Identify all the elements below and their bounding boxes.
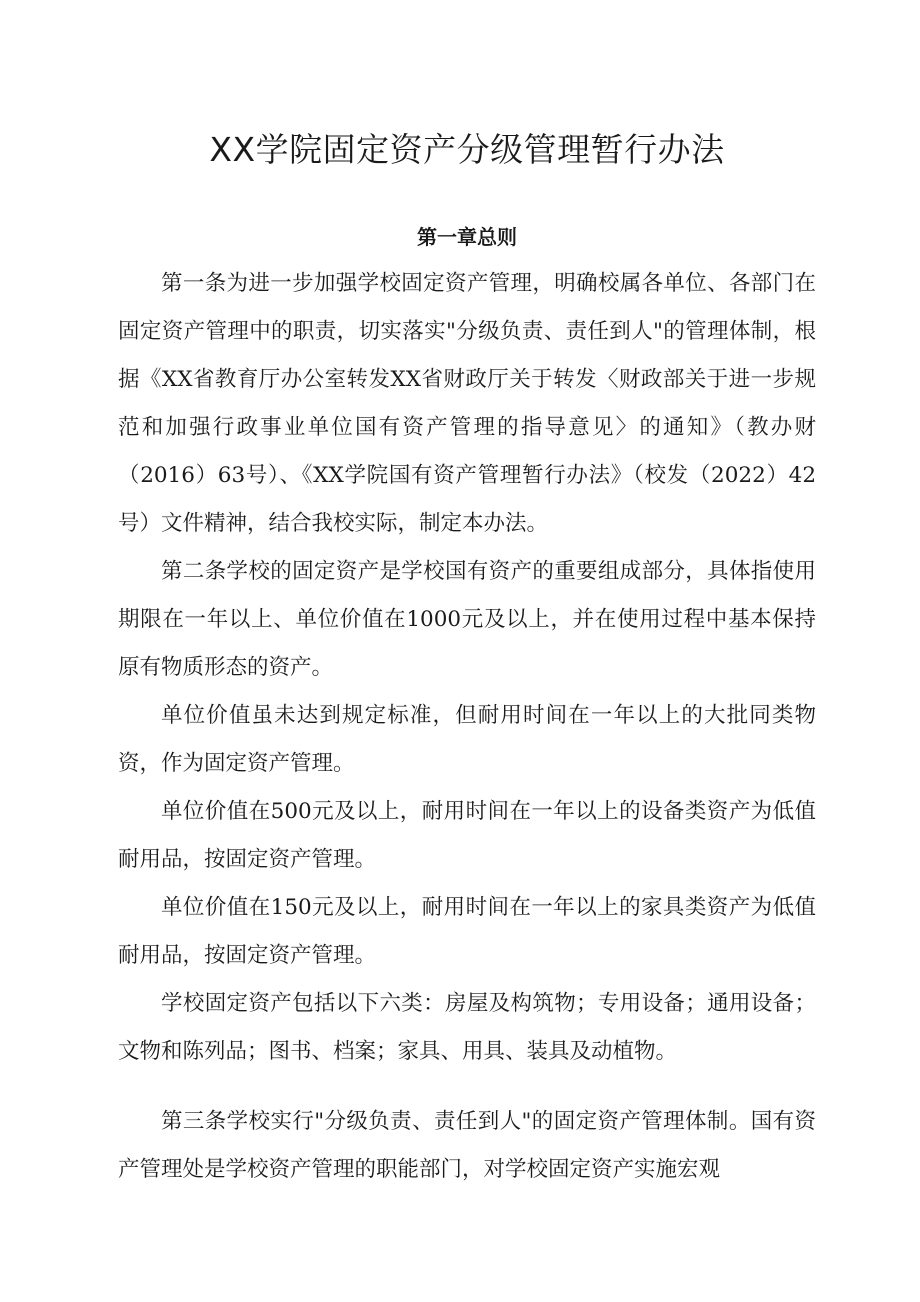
paragraph-article-3: 第三条学校实行"分级负责、责任到人"的固定资产管理体制。国有资产管理处是学校资产管理的职能部门，对学校固定资产实施宏观 <box>118 1109 816 1182</box>
chapter-heading: 第一章总则 <box>417 225 517 249</box>
paragraph-asset-categories: 学校固定资产包括以下六类：房屋及构筑物；专用设备；通用设备；文物和陈列品；图书、档案；家具、用具、装具及动植物。 <box>118 991 816 1064</box>
paragraph-article-2: 第二条学校的固定资产是学校国有资产的重要组成部分，具体指使用期限在一年以上、单位价值在1000元及以上，并在使用过程中基本保持原有物质形态的资产。 <box>118 559 816 680</box>
paragraph-article-1: 第一条为进一步加强学校固定资产管理，明确校属各单位、各部门在固定资产管理中的职责，切实落实"分级负责、责任到人"的管理体制，根据《XX省教育厅办公室转发XX省财政厅关于转发〈财政部关于进一步规范和加强行政事业单位国有资产管理的指导意见〉的通知》（教办财（2016）63号）、《XX学院国有资产管理暂行办法》（校发（2022）42号）文件精神，结合我校实际，制定本办法。 <box>118 271 816 536</box>
document-title: XX学院固定资产分级管理暂行办法 <box>209 130 725 169</box>
paragraph-furniture-low-value: 单位价值在150元及以上，耐用时间在一年以上的家具类资产为低值耐用品，按固定资产管理。 <box>118 895 816 968</box>
paragraph-bulk-materials: 单位价值虽未达到规定标准，但耐用时间在一年以上的大批同类物资，作为固定资产管理。 <box>118 703 816 776</box>
paragraph-equipment-low-value: 单位价值在500元及以上，耐用时间在一年以上的设备类资产为低值耐用品，按固定资产管理。 <box>118 799 816 872</box>
